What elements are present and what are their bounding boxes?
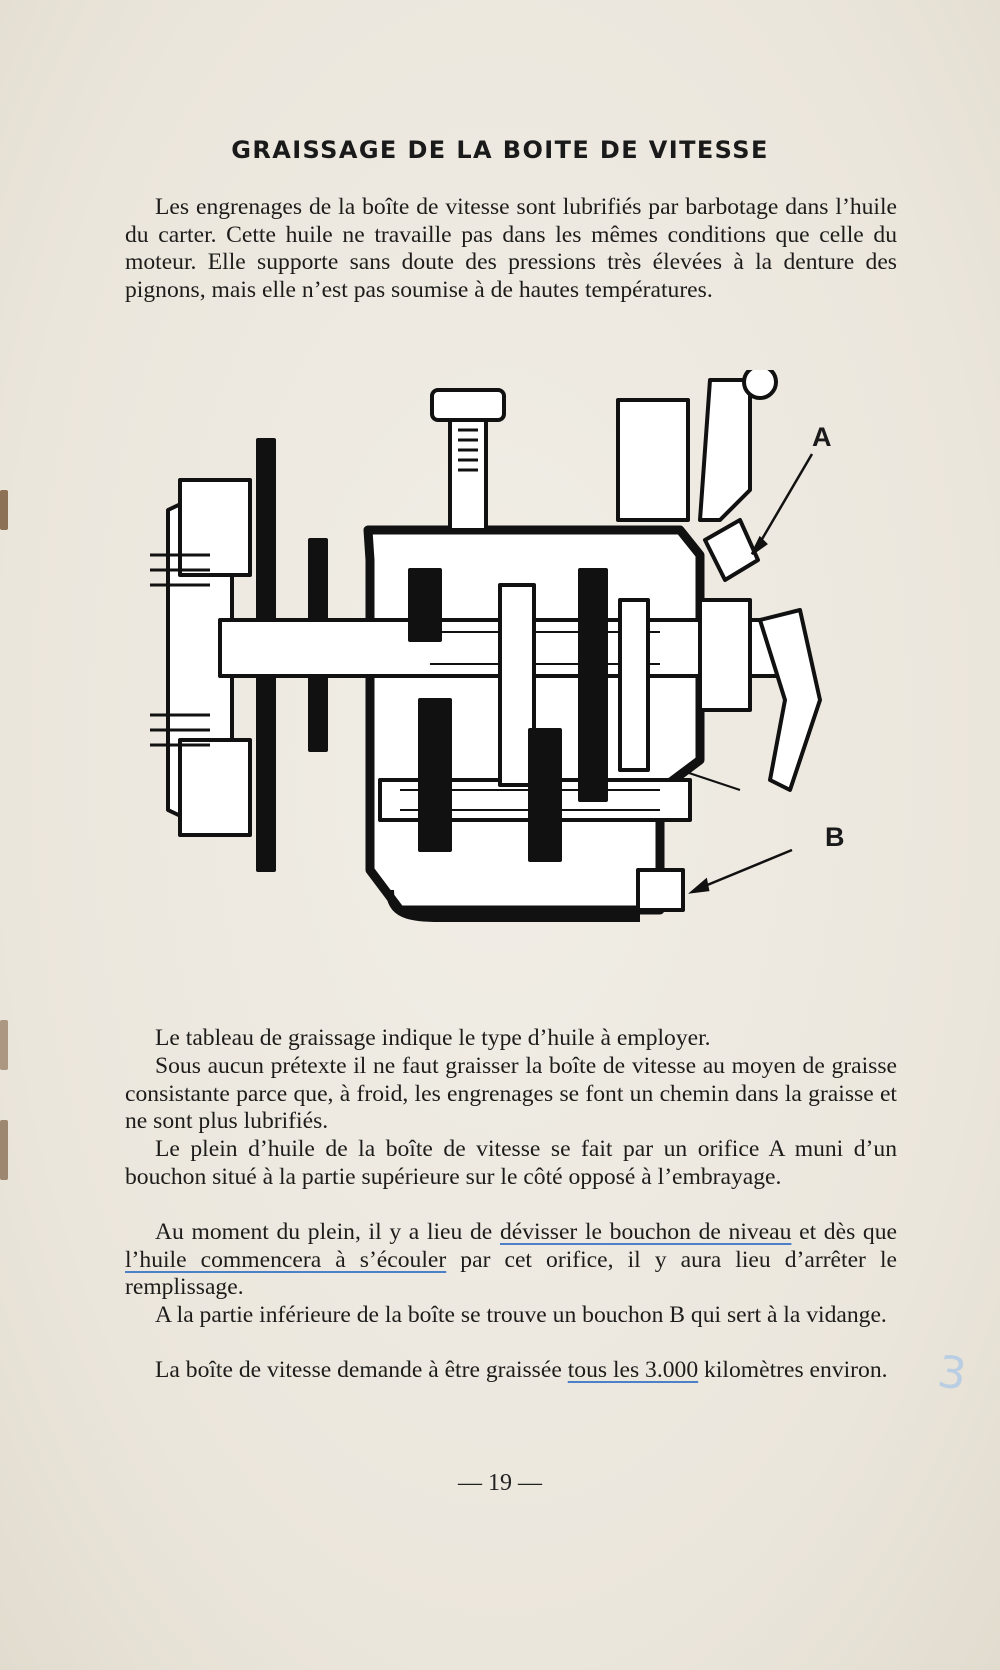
page-title: GRAISSAGE DE LA BOITE DE VITESSE (231, 136, 769, 164)
text-run: kilomètres environ. (698, 1357, 888, 1383)
top-bolt-head (432, 390, 504, 420)
page-number: — 19 — (458, 1470, 542, 1496)
edge-stain (0, 1020, 8, 1070)
text-run: et dès que (791, 1219, 897, 1245)
text-run: La boîte de vitesse demande à être graissée (155, 1357, 568, 1383)
handwritten-margin-note: 3 (934, 1346, 970, 1401)
callout-label-a: A (812, 422, 832, 452)
arrow-b (700, 850, 792, 888)
drain-plug-b (638, 870, 683, 910)
pencil-underline: dévisser le bouchon de niveau (499, 1219, 792, 1245)
pencil-underline: tous les 3.000 (567, 1357, 699, 1383)
shift-knob (744, 370, 776, 398)
shift-housing (618, 400, 688, 520)
edge-stain (0, 490, 8, 530)
pencil-underline: l’huile commencera à s’écouler (125, 1246, 447, 1273)
shift-lever (700, 380, 750, 520)
clutch-plate (180, 480, 250, 575)
arrow-a (758, 454, 812, 546)
gear (620, 600, 648, 770)
paragraph-level-plug (125, 1219, 897, 1302)
gear (410, 570, 440, 640)
gear (530, 730, 560, 860)
rear-bearing (700, 600, 750, 710)
gearbox-cutaway-drawing (140, 370, 900, 970)
paragraph-interval (125, 1357, 897, 1385)
edge-stain (0, 1120, 8, 1180)
filler-plug-a (705, 520, 758, 580)
clutch-plate (180, 740, 250, 835)
callout-label-b: B (825, 822, 845, 852)
paragraph-oil-table: Le tableau de graissage indique le type d’huile à employer. (155, 1025, 711, 1051)
text-run: Au moment du plein, il y a lieu de (155, 1219, 500, 1245)
paragraph-drain: A la partie inférieure de la boîte se trouve un bouchon B qui sert à la vidange. (155, 1302, 887, 1328)
gear (580, 570, 606, 800)
paragraph-no-grease: Sous aucun prétexte il ne faut graisser la boîte de vitesse au moyen de graisse consistante parce que, à froid, les engrenages se font un chemin dans la graisse et ne sont plus lubrifiés. (125, 1053, 897, 1134)
text-run: par cet orifice, il y aura lieu d’arrêter le remplissage. (125, 1246, 898, 1300)
intro-paragraph: Les engrenages de la boîte de vitesse sont lubrifiés par barbotage dans l’huile du carter. Cette huile ne travaille pas dans les mêmes conditions que celle du moteur. Elle supporte sans doute des pressions très élevées à la denture des pignons, mais elle n’est pas soumise à de hautes températures. (125, 194, 897, 303)
output-lever (760, 610, 820, 790)
paragraph-filling: Le plein d’huile de la boîte de vitesse se fait par un orifice A muni d’un bouchon situé à la partie supérieure sur le côté opposé à l’embrayage. (125, 1136, 897, 1190)
gear (420, 700, 450, 850)
gearbox-diagram (140, 370, 900, 970)
